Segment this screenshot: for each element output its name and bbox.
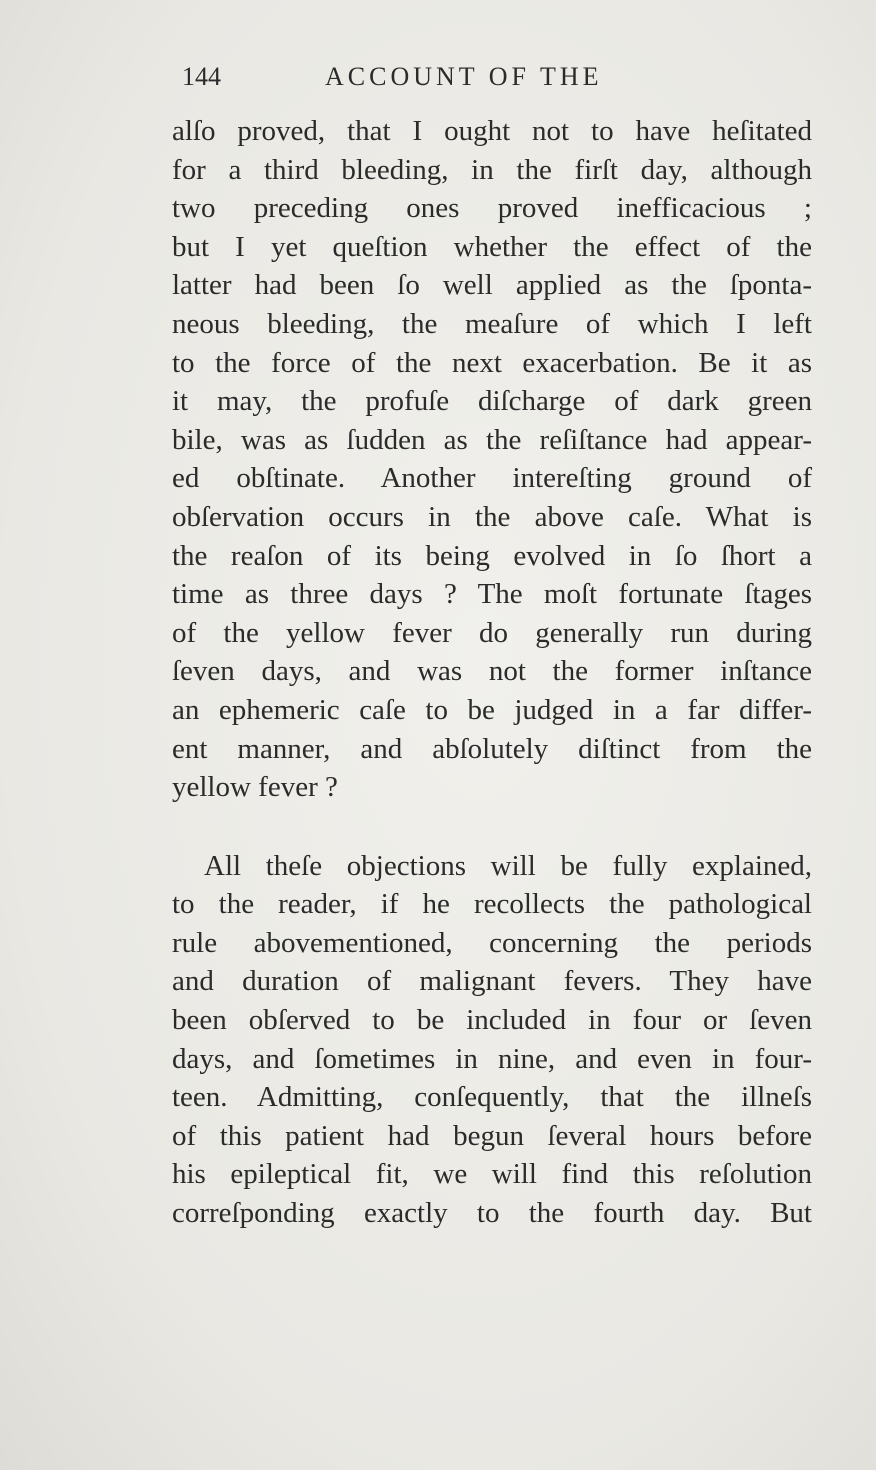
text-line: teen. Admitting, conſequently, that the illneſs [172, 1081, 812, 1114]
text-line: of this patient had begun ſeveral hours before [172, 1119, 812, 1152]
text-line: it may, the profuſe diſcharge of dark green [172, 385, 812, 418]
text-line: time as three days ? The moſt fortunate ſtages [172, 578, 812, 611]
paragraph-gap [172, 807, 812, 847]
text-line: to the force of the next exacerbation. Be it as [172, 346, 812, 379]
text-line: yellow fever ? [172, 771, 338, 804]
text-line: days, and ſometimes in nine, and even in four- [172, 1042, 812, 1075]
text-line: been obſerved to be included in four or ſeven [172, 1004, 812, 1037]
paragraph-2 [172, 847, 812, 1233]
page-number: 144 [182, 62, 221, 91]
text-line: two preceding ones proved inefficacious ; [172, 192, 812, 225]
text-line: correſponding exactly to the fourth day. But [172, 1197, 812, 1230]
text-line: the reaſon of its being evolved in ſo ſhort a [172, 539, 812, 572]
text-line: All theſe objections will be fully explained, [204, 849, 812, 882]
body-text [172, 112, 812, 1233]
text-line: of the yellow fever do generally run during [172, 616, 812, 649]
text-line: obſervation occurs in the above caſe. What is [172, 500, 812, 533]
text-line: ed obſtinate. Another intereſting ground of [172, 462, 812, 495]
text-line: but I yet queſtion whether the effect of the [172, 230, 812, 263]
text-line: ſeven days, and was not the former inſtance [172, 655, 812, 688]
text-line: to the reader, if he recollects the pathological [172, 888, 812, 921]
text-line: and duration of malignant fevers. They have [172, 965, 812, 998]
text-line: rule abovementioned, concerning the periods [172, 926, 812, 959]
running-head: ACCOUNT OF THE [325, 62, 603, 91]
text-line: latter had been ſo well applied as the ſponta- [172, 269, 812, 302]
page-header [182, 62, 822, 102]
text-line: neous bleeding, the meaſure of which I left [172, 307, 812, 340]
text-line: for a third bleeding, in the firſt day, although [172, 153, 812, 186]
paragraph-1 [172, 112, 812, 807]
text-line: bile, was as ſudden as the reſiſtance had appear- [172, 423, 812, 456]
text-line: his epileptical fit, we will find this reſolution [172, 1158, 812, 1191]
text-line: alſo proved, that I ought not to have heſitated [172, 115, 812, 147]
text-line: an ephemeric caſe to be judged in a far differ- [172, 693, 812, 726]
text-line: ent manner, and abſolutely diſtinct from the [172, 732, 812, 765]
